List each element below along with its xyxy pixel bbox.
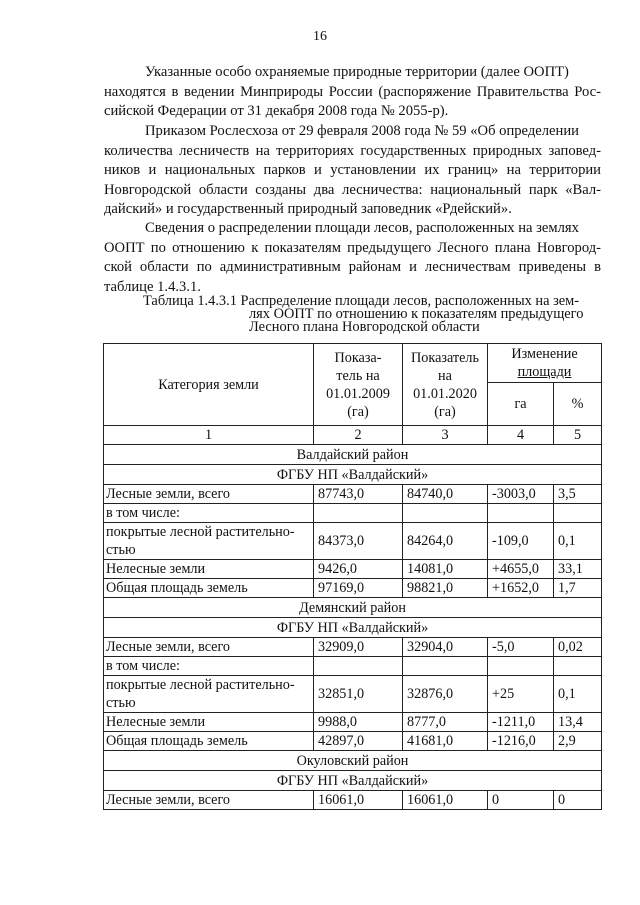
table-row (104, 791, 602, 810)
header-category: Категория земли (104, 344, 314, 426)
table-row (104, 560, 602, 579)
value-2020: 32904,0 (403, 638, 488, 657)
value-2020: 8777,0 (403, 713, 488, 732)
change-ha: -1216,0 (488, 732, 554, 751)
change-pct: 1,7 (554, 579, 602, 598)
page-number: 16 (313, 29, 327, 44)
header-change: Изменение площади (488, 344, 602, 383)
change-ha: -5,0 (488, 638, 554, 657)
caption-line: лях ООПТ по отношению к показателям предыдущего (249, 306, 584, 322)
change-ha: +4655,0 (488, 560, 554, 579)
change-ha: -109,0 (488, 523, 554, 560)
paragraph-line: Приказом Рослесхоза от 29 февраля 2008 года № 59 «Об определении (145, 123, 579, 139)
value-2009: 87743,0 (314, 485, 403, 504)
row-label: покрытые лесной растительно- стью (104, 523, 314, 560)
table-row (104, 713, 602, 732)
paragraph-line: находятся в ведении Минприроды России (распоряжение Правительства Рос- (104, 83, 601, 100)
row-label: Общая площадь земель (104, 579, 314, 598)
value-2009 (314, 657, 403, 676)
col-number: 3 (403, 426, 488, 445)
change-ha: -1211,0 (488, 713, 554, 732)
change-ha (488, 657, 554, 676)
change-pct (554, 657, 602, 676)
row-label: Лесные земли, всего (104, 485, 314, 504)
row-label: покрытые лесной растительно- стью (104, 676, 314, 713)
col-number: 1 (104, 426, 314, 445)
value-2009: 9426,0 (314, 560, 403, 579)
row-label: в том числе: (104, 657, 314, 676)
value-2020 (403, 504, 488, 523)
table-row (104, 523, 602, 560)
paragraph-line: ской области по административным районам и лесничествам приведены в (104, 259, 601, 275)
region-name: Валдайский район (104, 445, 602, 465)
table-row (104, 676, 602, 713)
change-ha: -3003,0 (488, 485, 554, 504)
header-ha: га (488, 383, 554, 426)
paragraph-line: дайский» и государственный природный заповедник «Рдейский». (104, 201, 512, 217)
paragraph-line: сийской Федерации от 31 декабря 2008 года № 2055-р). (104, 103, 449, 119)
change-ha: +1652,0 (488, 579, 554, 598)
table-row (104, 579, 602, 598)
row-label: в том числе: (104, 504, 314, 523)
paragraph-line: ников и национальных парков и установлении их границ» на территории (104, 162, 601, 178)
change-pct: 0,1 (554, 676, 602, 713)
paragraph-line: Сведения о распределении площади лесов, расположенных на землях (145, 220, 579, 236)
header-pct: % (554, 383, 602, 426)
col-number: 5 (554, 426, 602, 445)
region-name: Окуловский район (104, 751, 602, 771)
header-value-2009: Показа- тель на 01.01.2009 (га) (314, 344, 403, 426)
table-row (104, 732, 602, 751)
change-pct: 0,02 (554, 638, 602, 657)
table-row (104, 504, 602, 523)
header-row (104, 344, 602, 383)
paragraph-1 (104, 63, 601, 122)
table-row (104, 638, 602, 657)
forest-area-table (103, 343, 602, 810)
caption-line: Лесного плана Новгородской области (249, 319, 480, 335)
value-2009: 32909,0 (314, 638, 403, 657)
paragraph-line: количества лесничеств на территориях государственных природных заповед- (104, 142, 601, 159)
table-caption (143, 295, 603, 334)
row-label: Общая площадь земель (104, 732, 314, 751)
value-2020: 16061,0 (403, 791, 488, 810)
value-2009: 32851,0 (314, 676, 403, 713)
caption-line: Таблица 1.4.3.1 Распределение площади лесов, расположенных на зем- (143, 293, 580, 309)
forestry-name: ФГБУ НП «Валдайский» (104, 465, 602, 485)
change-ha: +25 (488, 676, 554, 713)
change-pct: 0,1 (554, 523, 602, 560)
paragraph-2 (104, 122, 601, 220)
col-number: 2 (314, 426, 403, 445)
row-label: Нелесные земли (104, 560, 314, 579)
change-pct: 13,4 (554, 713, 602, 732)
value-2009: 97169,0 (314, 579, 403, 598)
row-label: Лесные земли, всего (104, 638, 314, 657)
change-ha (488, 504, 554, 523)
region-row (104, 445, 602, 465)
change-pct (554, 504, 602, 523)
forestry-name: ФГБУ НП «Валдайский» (104, 618, 602, 638)
paragraph-line: Указанные особо охраняемые природные территории (далее ООПТ) (145, 64, 569, 80)
paragraph-line: ООПТ по отношению к показателям предыдущего Лесного плана Новгород- (104, 239, 601, 256)
value-2009: 16061,0 (314, 791, 403, 810)
value-2020: 14081,0 (403, 560, 488, 579)
value-2020: 98821,0 (403, 579, 488, 598)
forestry-row (104, 465, 602, 485)
change-ha: 0 (488, 791, 554, 810)
row-label: Лесные земли, всего (104, 791, 314, 810)
value-2020: 84740,0 (403, 485, 488, 504)
value-2009: 84373,0 (314, 523, 403, 560)
value-2009: 42897,0 (314, 732, 403, 751)
change-pct: 33,1 (554, 560, 602, 579)
col-number: 4 (488, 426, 554, 445)
value-2020: 32876,0 (403, 676, 488, 713)
table-row (104, 485, 602, 504)
value-2020 (403, 657, 488, 676)
change-pct: 2,9 (554, 732, 602, 751)
value-2020: 41681,0 (403, 732, 488, 751)
header-value-2020: Показатель на 01.01.2020 (га) (403, 344, 488, 426)
paragraph-line: Новгородской области созданы два лесничества: национальный парк «Вал- (104, 181, 601, 198)
paragraph-line: таблице 1.4.3.1. (104, 278, 201, 295)
value-2009: 9988,0 (314, 713, 403, 732)
region-row (104, 598, 602, 618)
change-pct: 3,5 (554, 485, 602, 504)
forestry-row (104, 618, 602, 638)
paragraph-3 (104, 219, 601, 297)
value-2009 (314, 504, 403, 523)
change-pct: 0 (554, 791, 602, 810)
region-name: Демянский район (104, 598, 602, 618)
forestry-name: ФГБУ НП «Валдайский» (104, 771, 602, 791)
value-2020: 84264,0 (403, 523, 488, 560)
region-row (104, 751, 602, 771)
row-label: Нелесные земли (104, 713, 314, 732)
column-numbers-row (104, 426, 602, 445)
table-row (104, 657, 602, 676)
forestry-row (104, 771, 602, 791)
